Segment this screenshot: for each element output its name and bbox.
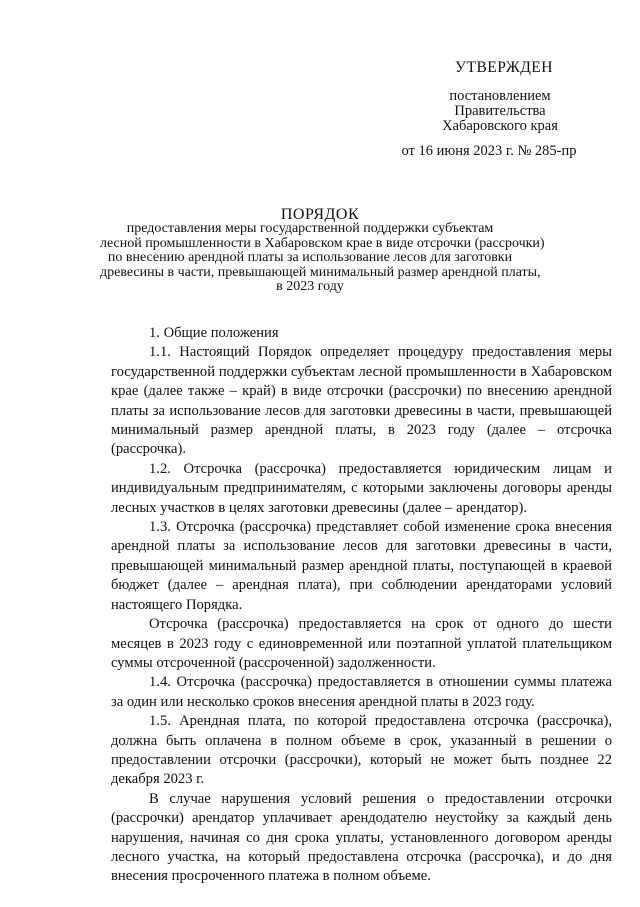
paragraph-1-2: 1.2. Отсрочка (рассрочка) предоставляется юридическим лицам и индивидуальным предпринимателям, с которыми заключены договоры аренды лесных участков в целях заготовки древесины (далее – арендатор). xyxy=(111,460,612,516)
subtitle-line: лесной промышленности в Хабаровском крае в виде отсрочки (рассрочки) xyxy=(100,235,545,251)
paragraph-1-3-cont: Отсрочка (рассрочка) предоставляется на срок от одного до шести месяцев в 2023 году с единовременной или поэтапной уплатой плательщиком суммы отсроченной (рассроченной) задолженности. xyxy=(111,616,612,671)
paragraph-1-5-cont: В случае нарушения условий решения о предоставлении отсрочки (рассрочки) арендатор уплачивает арендодателю неустойку за каждый день нарушения, начиная со дня срока уплаты, установленного договором аренды лесного участка, на который предоставлена отсрочка (рассрочка), и до дня внесения просроченного платежа в полном объеме. xyxy=(111,790,612,885)
section-heading: 1. Общие положения xyxy=(149,325,279,341)
document-title: ПОРЯДОК xyxy=(280,206,360,223)
subtitle-line: по внесению арендной платы за использование лесов для заготовки xyxy=(107,250,513,266)
paragraph-1-4: 1.4. Отсрочка (рассрочка) предоставляется в отношении суммы платежа за один или несколько сроков внесения арендной платы в 2023 году. xyxy=(111,674,612,710)
approval-date: от 16 июня 2023 г. № 285-пр xyxy=(401,143,577,159)
approval-line-2: Правительства xyxy=(454,103,546,119)
subtitle-line: предоставления меры государственной поддержки субъектам xyxy=(126,221,494,236)
subtitle-line: древесины в части, превышающей минимальный размер арендной платы, xyxy=(100,264,541,280)
paragraph-1-3: 1.3. Отсрочка (рассрочка) представляет собой изменение срока внесения арендной платы за использование лесов для заготовки древесины в части, превышающей минимальный размер арендной платы, поступающей в краевой бюджет (далее – арендная плата), при соблюдении арендаторами условий настоящего Порядка. xyxy=(111,519,612,613)
approval-stamp-block xyxy=(400,60,600,159)
approved-heading: УТВЕРЖДЕН xyxy=(455,59,553,76)
document-subtitle xyxy=(100,221,545,295)
subtitle-line: в 2023 году xyxy=(276,279,344,295)
approval-line-1: постановлением xyxy=(449,88,551,104)
paragraph-1-5: 1.5. Арендная плата, по которой предоставлена отсрочка (рассрочка), должна быть оплачена в полном объеме в срок, указанный в решении о предоставлении отсрочки (рассрочки), который не может быть позднее 22 декабря 2023 г. xyxy=(111,713,612,788)
approval-line-3: Хабаровского края xyxy=(442,118,558,134)
paragraph-1-1: 1.1. Настоящий Порядок определяет процедуру предоставления меры государственной поддержки субъектам лесной промышленности в Хабаровском крае (далее также – край) в виде отсрочки (рассрочки) по внесению арендной платы за использование лесов для заготовки древесины в части, превышающей минимальный размер арендной платы, в 2023 году (далее – отсрочка (рассрочка). xyxy=(111,344,612,458)
document-body xyxy=(111,324,612,887)
